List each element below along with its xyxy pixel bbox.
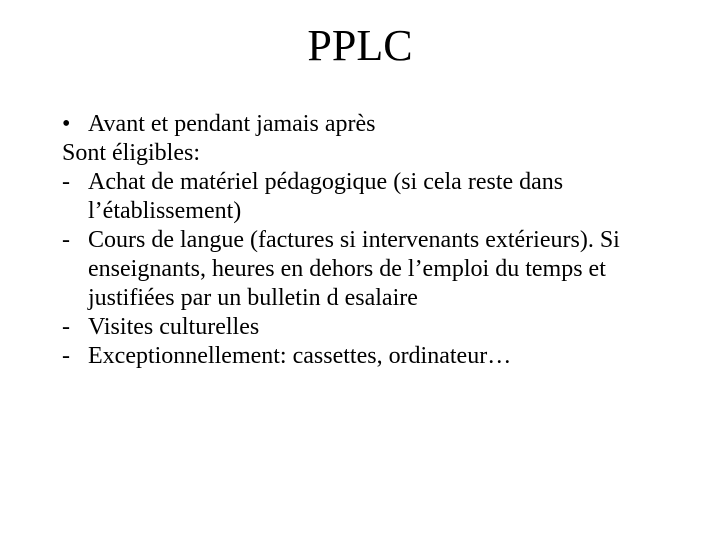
slide-body	[62, 110, 662, 371]
bullet-line	[62, 110, 662, 139]
dash-item-text: Cours de langue (factures si intervenants extérieurs). Si enseignants, heures en dehors de l’emploi du temps et justifiées par un bulletin d esalaire	[88, 227, 620, 311]
bullet-marker: •	[62, 111, 71, 137]
dash-marker: -	[62, 227, 70, 253]
dash-item	[62, 342, 662, 371]
dash-item-text: Visites culturelles	[88, 314, 260, 340]
dash-marker: -	[62, 169, 70, 195]
dash-item-text: Exceptionnellement: cassettes, ordinateur…	[88, 343, 512, 369]
dash-item	[62, 313, 662, 342]
dash-marker: -	[62, 343, 70, 369]
bullet-text: Avant et pendant jamais après	[88, 111, 376, 137]
dash-item	[62, 226, 662, 313]
slide-title: PPLC	[307, 21, 413, 70]
dash-marker: -	[62, 314, 70, 340]
dash-item-text: Achat de matériel pédagogique (si cela reste dans l’établissement)	[88, 169, 564, 224]
dash-item	[62, 168, 662, 226]
section-label: Sont éligibles:	[62, 140, 200, 166]
